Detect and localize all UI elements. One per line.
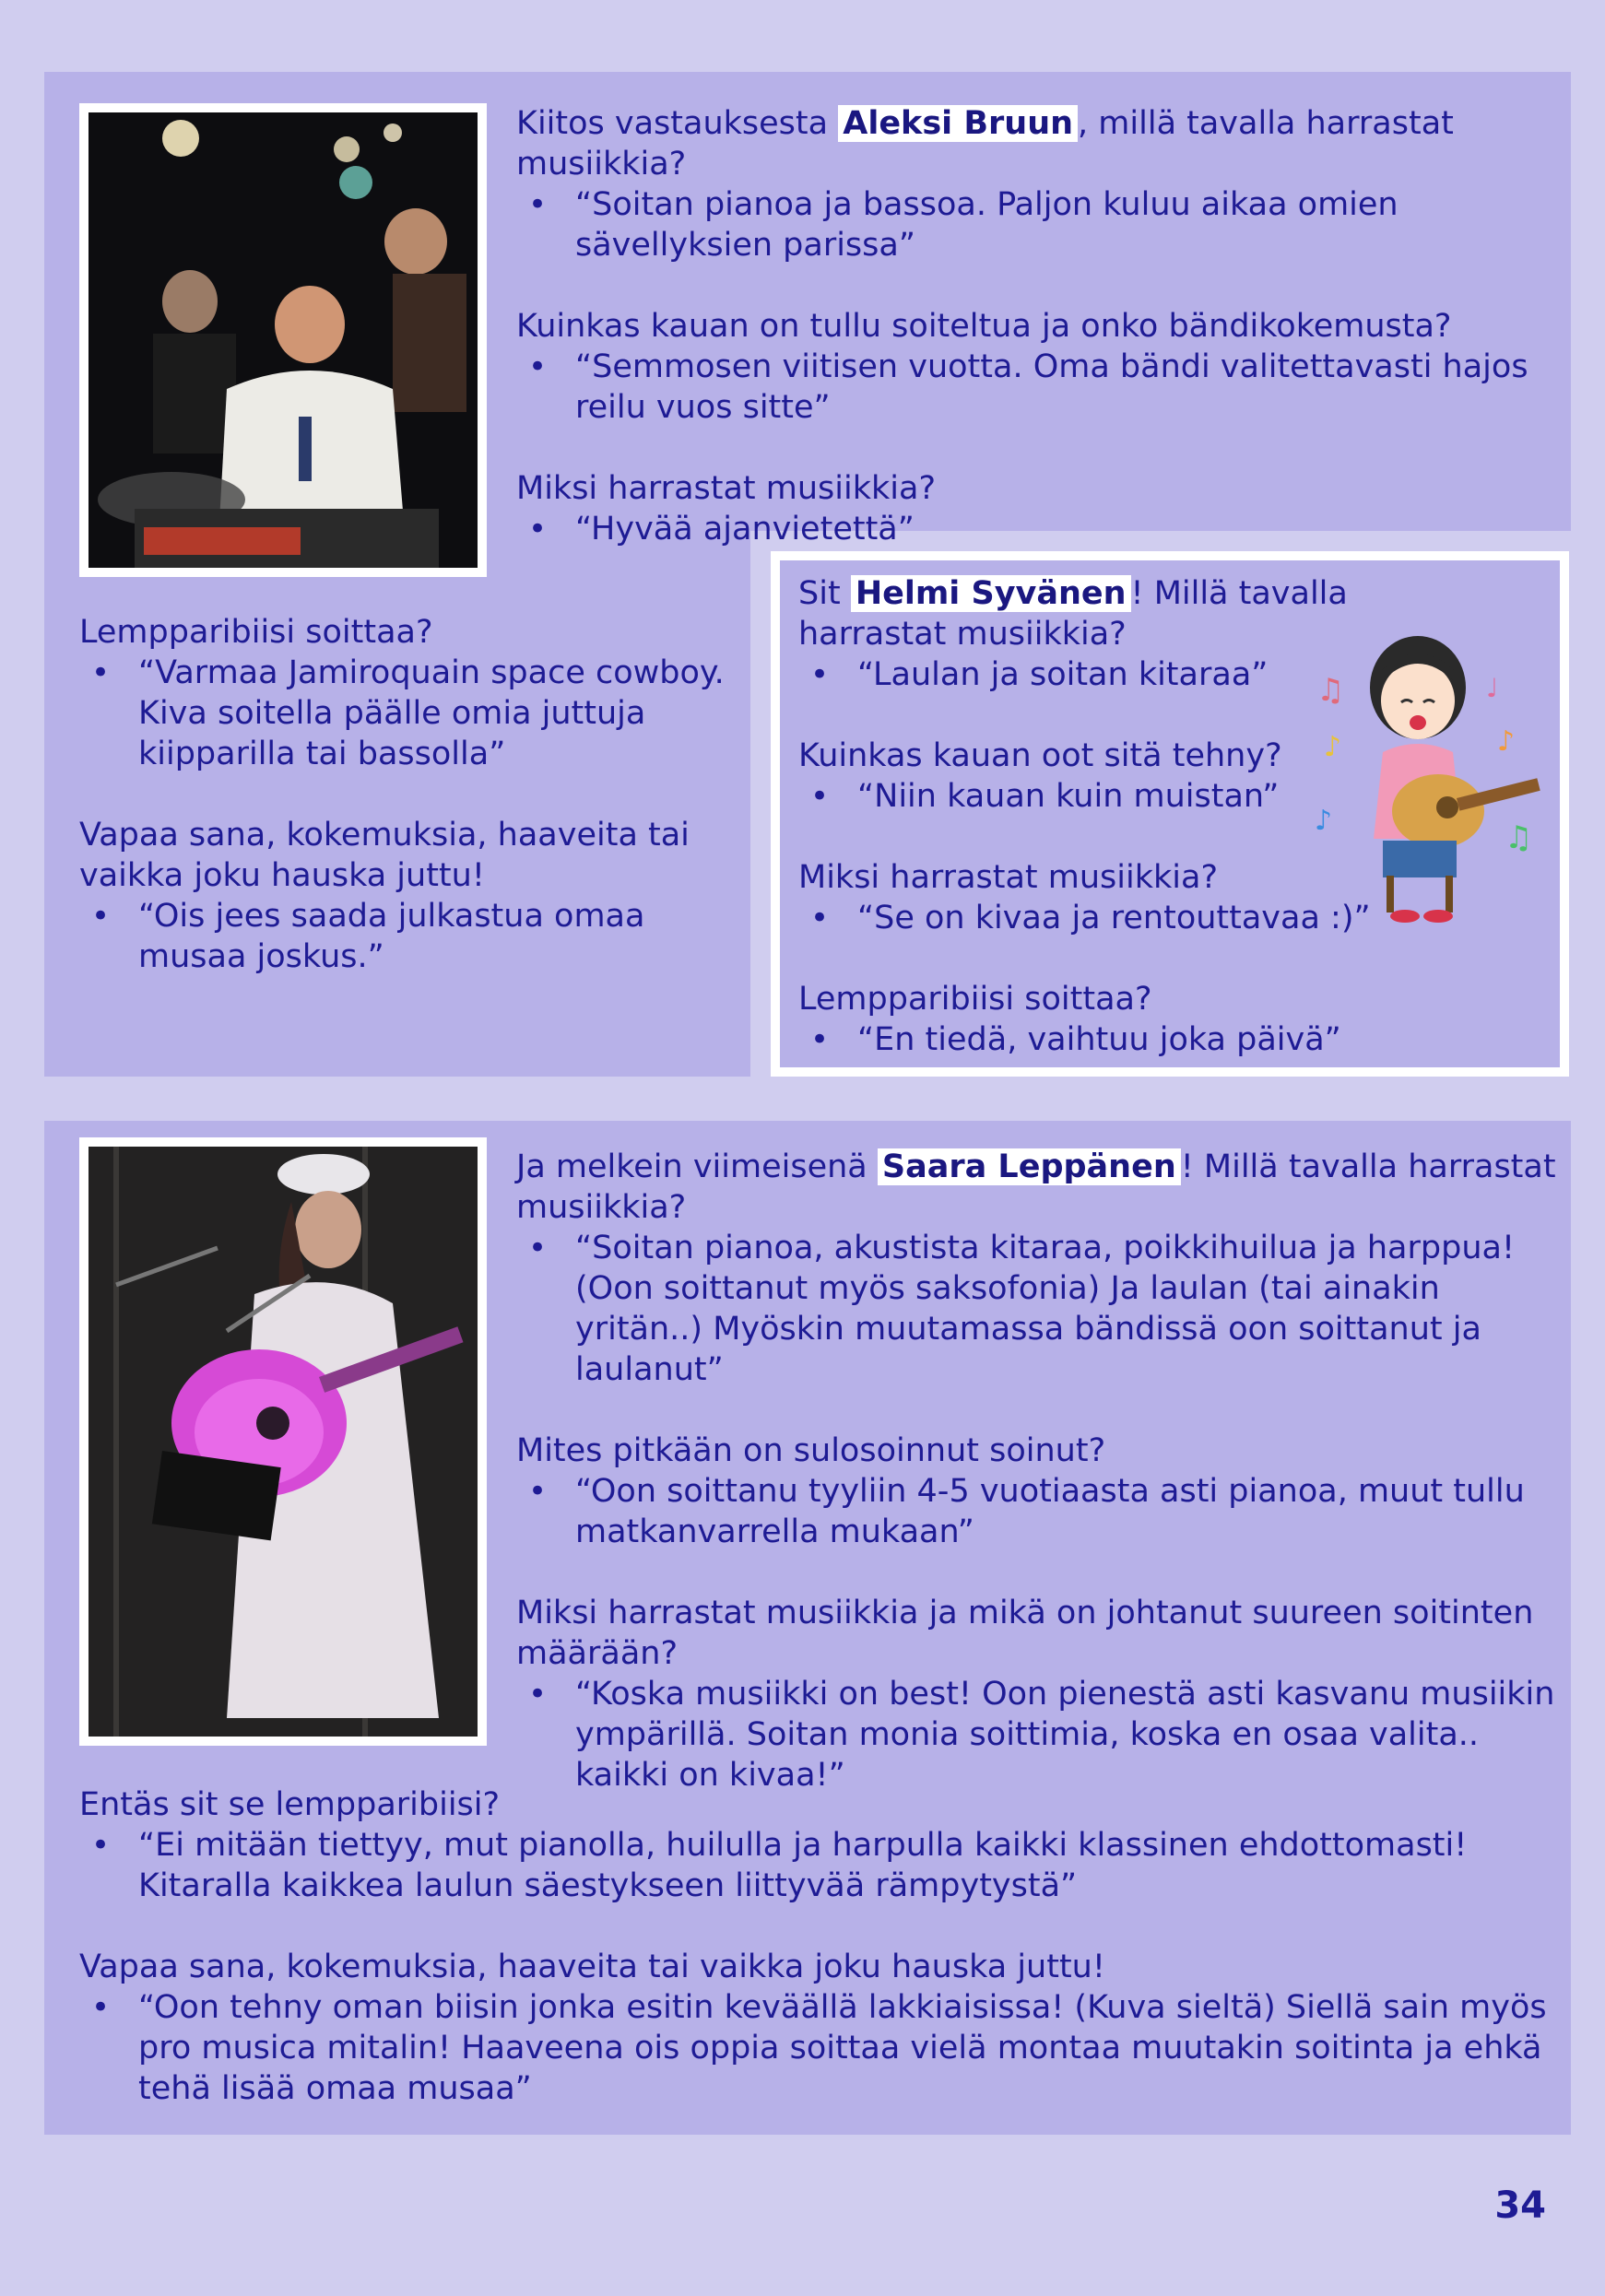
aleksi-question-3: Miksi harrastat musiikkia?: [516, 470, 937, 507]
saara-answer-5: • “Oon tehny oman biisin jonka esitin keväällä lakkiaisissa! (Kuva sieltä) Siellä sain myös pro musica mitalin! Haaveena ois oppia soittaa vielä montaa muutakin soitinta ja ehkä tehä lisää omaa musaa”: [79, 1987, 1564, 2109]
helmi-question-2: Kuinkas kauan oot sitä tehny?: [798, 737, 1282, 774]
aleksi-top-text: [516, 103, 1576, 549]
aleksi-intro: Kiitos vastauksesta Aleksi Bruun , millä tavalla harrastat musiikkia?: [516, 105, 1454, 183]
aleksi-bottom-text: [79, 612, 743, 977]
svg-text:♫: ♫: [1505, 819, 1533, 856]
saara-question-3: Miksi harrastat musiikkia ja mikä on johtanut suureen soitinten määrään?: [516, 1595, 1534, 1672]
aleksi-question-5: Vapaa sana, kokemuksia, haaveita tai vaikka joku hauska juttu!: [79, 817, 690, 894]
saara-name: Saara Leppänen: [878, 1148, 1181, 1185]
saara-photo: [79, 1137, 487, 1746]
saara-question-5: Vapaa sana, kokemuksia, haaveita tai vaikka joku hauska juttu!: [79, 1949, 1105, 1985]
saara-question-4: Entäs sit se lempparibiisi?: [79, 1786, 501, 1823]
saara-intro: Ja melkein viimeisenä Saara Leppänen ! Millä tavalla harrastat musiikkia?: [516, 1148, 1556, 1226]
aleksi-answer-1: • “Soitan pianoa ja bassoa. Paljon kuluu aikaa omien sävellyksien parissa”: [516, 184, 1576, 265]
band-photo-image: [89, 112, 478, 568]
saara-answer-1: • “Soitan pianoa, akustista kitaraa, poikkihuilua ja harppua! (Oon soittanut myös saksofonia) Ja laulan (tai ainakin yritän..) Myöskin muutamassa bändissä oon soittanut ja laulanut”: [516, 1228, 1576, 1390]
aleksi-photo: [79, 103, 487, 577]
helmi-answer-3: • “Se on kivaa ja rentouttavaa :)”: [798, 898, 1554, 938]
svg-text:♪: ♪: [1315, 805, 1333, 837]
saara-question-2: Mites pitkään on sulosoinnut soinut?: [516, 1432, 1106, 1469]
aleksi-answer-4: • “Varmaa Jamiroquain space cowboy. Kiva soitella päälle omia juttuja kiipparilla tai bassolla”: [79, 653, 743, 774]
singing-girl-illustration: [1309, 627, 1549, 931]
saara-answer-2: • “Oon soittanu tyyliin 4-5 vuotiaasta asti pianoa, muut tullu matkanvarrella mukaan”: [516, 1471, 1576, 1552]
aleksi-name: Aleksi Bruun: [838, 105, 1078, 142]
saara-bottom-text: [79, 1784, 1564, 2109]
helmi-question-4: Lempparibiisi soittaa?: [798, 981, 1152, 1018]
aleksi-answer-3: • “Hyvää ajanvietettä”: [516, 509, 1576, 549]
saara-answer-4: • “Ei mitään tiettyy, mut pianolla, huilulla ja harpulla kaikki klassinen ehdottomasti! Kitaralla kaikkea laulun säestykseen liittyvää rämpytystä”: [79, 1825, 1564, 1906]
helmi-answer-4: • “En tiedä, vaihtuu joka päivä”: [798, 1019, 1554, 1060]
singer-photo-image: [89, 1147, 478, 1737]
aleksi-question-2: Kuinkas kauan on tullu soiteltua ja onko bändikokemusta?: [516, 308, 1452, 345]
aleksi-answer-2: • “Semmosen viitisen vuotta. Oma bändi valitettavasti hajos reilu vuos sitte”: [516, 347, 1576, 428]
page-number: 34: [1494, 2184, 1546, 2227]
helmi-answer-2: • “Niin kauan kuin muistan”: [798, 776, 1554, 817]
aleksi-answer-5: • “Ois jees saada julkastua omaa musaa joskus.”: [79, 896, 743, 977]
helmi-name: Helmi Syvänen: [851, 575, 1131, 612]
helmi-question-3: Miksi harrastat musiikkia?: [798, 859, 1219, 896]
svg-text:♪: ♪: [1324, 731, 1342, 763]
saara-answer-3: • “Koska musiikki on best! Oon pienestä asti kasvanu musiikin ympärillä. Soitan monia soittimia, koska en osaa valita.. kaikki on kivaa!”: [516, 1674, 1576, 1796]
aleksi-question-4: Lempparibiisi soittaa?: [79, 614, 433, 651]
svg-text:♫: ♫: [1316, 672, 1345, 709]
svg-text:♪: ♪: [1497, 725, 1516, 758]
svg-text:♩: ♩: [1486, 673, 1499, 703]
helmi-answer-1: • “Laulan ja soitan kitaraa”: [798, 654, 1554, 695]
helmi-intro: Sit Helmi Syvänen ! Millä tavalla harrastat musiikkia?: [798, 575, 1348, 653]
saara-top-text: [516, 1147, 1576, 1796]
